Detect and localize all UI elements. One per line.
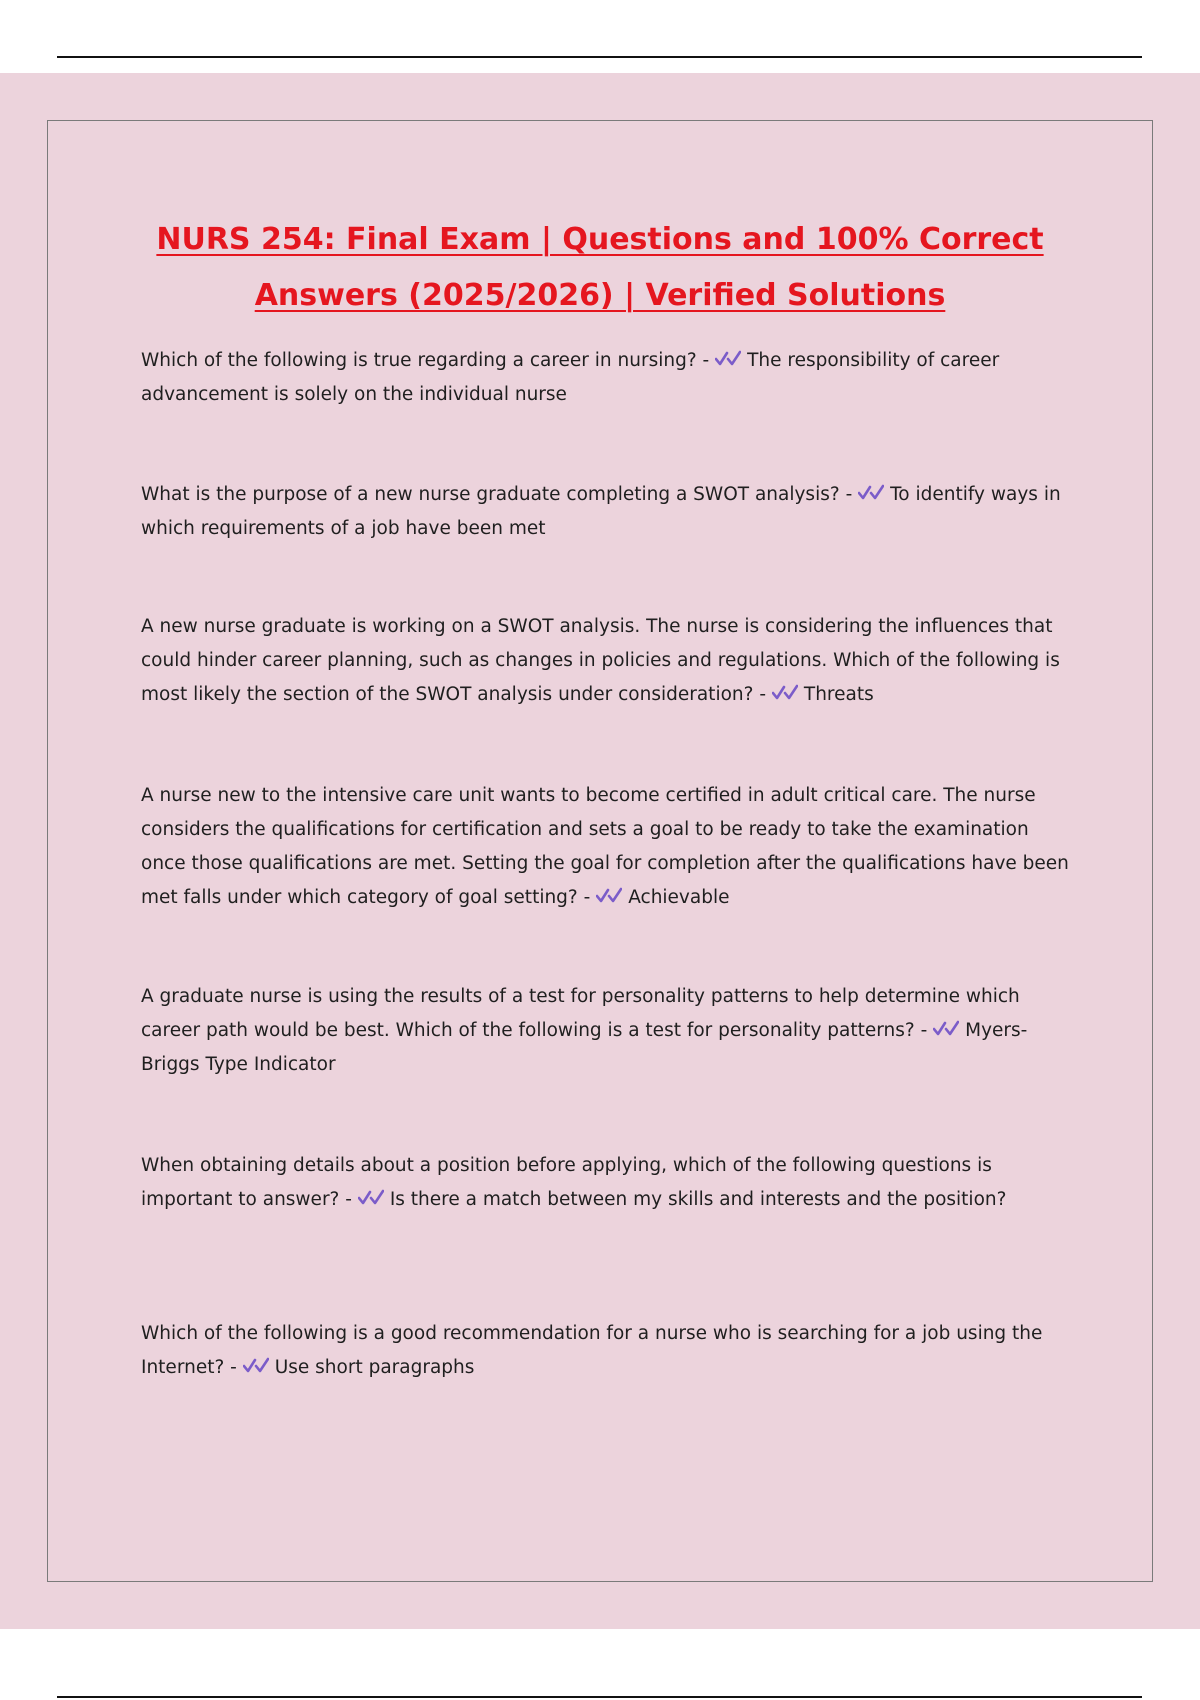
question-text: When obtaining details about a position before applying, which of the following questions is important to answer? (141, 1155, 992, 1210)
double-check-icon (772, 683, 798, 703)
answer-separator: - (577, 887, 597, 908)
document-title (100, 212, 1100, 324)
qa-item (141, 610, 1071, 712)
document-title-line-1: NURS 254: Final Exam | Questions and 100% Correct (156, 222, 1044, 257)
answer-separator: - (753, 684, 772, 705)
question-text: A new nurse graduate is working on a SWOT analysis. The nurse is considering the influences that could hinder career planning, such as changes in policies and regulations. Which of the following is most likely the section of the SWOT analysis under consideration? (141, 616, 1060, 705)
double-check-icon (858, 483, 884, 503)
answer-separator: - (224, 1357, 243, 1378)
question-text: A graduate nurse is using the results of a test for personality patterns to help determine which career path would be best. Which of the following is a test for personality patterns? (141, 986, 1020, 1041)
answer-separator: - (839, 484, 859, 505)
qa-item (141, 980, 1071, 1082)
question-text: Which of the following is true regarding a career in nursing? (141, 350, 697, 371)
double-check-icon (358, 1188, 384, 1208)
answer-separator: - (339, 1189, 358, 1210)
double-check-icon (243, 1356, 269, 1376)
answer-text: Achievable (628, 887, 730, 908)
answer-text: Is there a match between my skills and interests and the position? (389, 1189, 1007, 1210)
double-check-icon (596, 886, 622, 906)
answer-text: The responsibility of career advancement is solely on the individual nurse (141, 350, 1000, 405)
question-text: Which of the following is a good recommendation for a nurse who is searching for a job using the Internet? (141, 1323, 1043, 1378)
qa-item (141, 1149, 1071, 1217)
qa-item (141, 779, 1071, 915)
footer-rule (57, 1696, 1142, 1698)
answer-text: Use short paragraphs (274, 1357, 475, 1378)
document-title-line-2: Answers (2025/2026) | Verified Solutions (254, 278, 946, 313)
double-check-icon (933, 1019, 959, 1039)
question-text: What is the purpose of a new nurse graduate completing a SWOT analysis? (141, 484, 840, 505)
answer-separator: - (696, 350, 716, 371)
answer-text: Myers-Briggs Type Indicator (141, 1020, 1028, 1075)
double-check-icon (715, 349, 741, 369)
question-text: A nurse new to the intensive care unit wants to become certified in adult critical care. The nurse considers the qualifications for certification and sets a goal to be ready to take the examination once those qualifications are met. Setting the goal for completion after the qualifications have been met falls under which category of goal setting? (141, 785, 1069, 908)
answer-text: Threats (803, 684, 874, 705)
qa-item (141, 1317, 1071, 1385)
qa-item (141, 478, 1071, 546)
answer-separator: - (914, 1020, 934, 1041)
header-rule (57, 56, 1142, 58)
answer-text: To identify ways in which requirements of a job have been met (141, 484, 1061, 539)
qa-item (141, 344, 1071, 412)
